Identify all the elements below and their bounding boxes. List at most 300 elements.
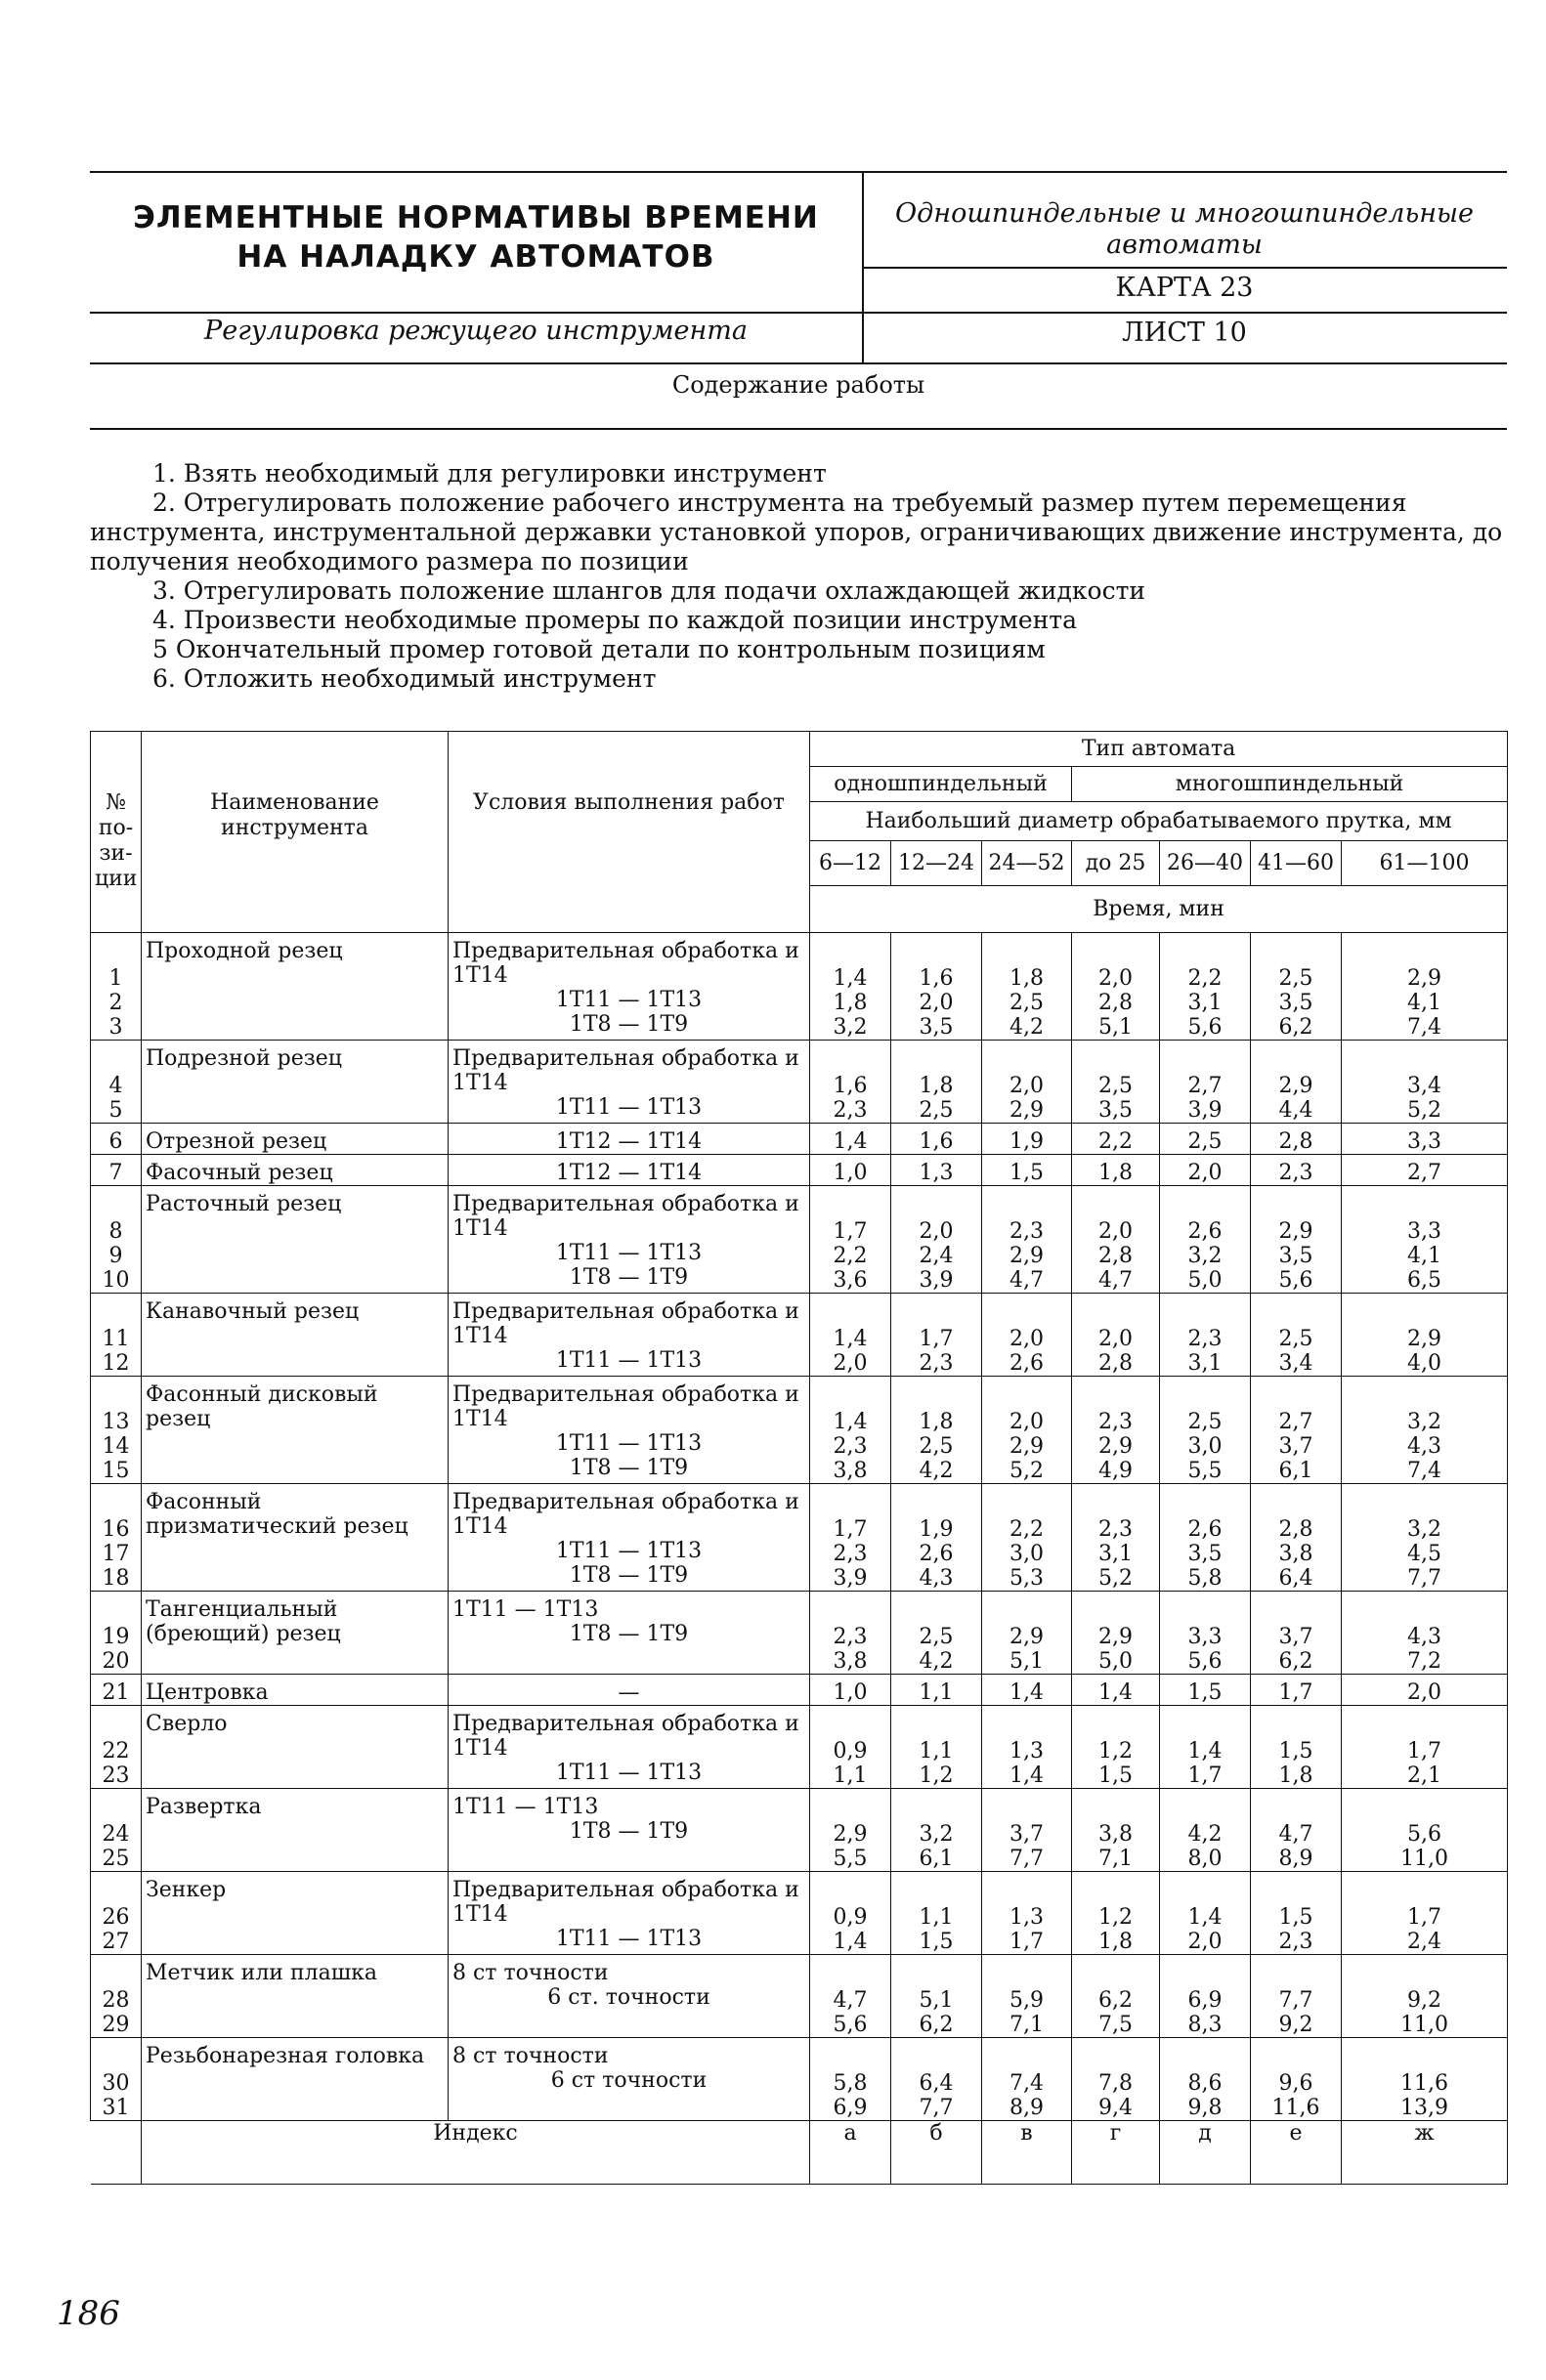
time-value: 3,0 <box>1187 1434 1223 1459</box>
card-label: КАРТА 23 <box>1115 273 1254 303</box>
range-header: 41—60 <box>1251 841 1342 886</box>
index-letter: а <box>810 2121 891 2185</box>
time-value: 9,4 <box>1098 2096 1133 2120</box>
time-value-cell <box>1251 1041 1342 1124</box>
time-value: 6,9 <box>1187 1988 1223 2013</box>
condition-text: 1Т8 — 1Т9 <box>569 1265 689 1290</box>
time-value: 4,4 <box>1278 1098 1313 1123</box>
time-value-cell <box>1251 1484 1342 1592</box>
position-number: 22 <box>102 1739 130 1764</box>
time-value-cell <box>1072 1675 1160 1706</box>
time-value: 2,0 <box>1187 1930 1223 1954</box>
time-value-cell <box>1072 1789 1160 1872</box>
time-value: 1,7 <box>1187 1764 1223 1788</box>
table-row <box>91 1592 1508 1675</box>
step-item: 3. Отрегулировать положение шлангов для подачи охлаждающей жидкости <box>152 576 1146 605</box>
position-number-cell <box>91 1294 142 1377</box>
time-value-cell <box>891 1124 982 1155</box>
time-value-cell <box>810 933 891 1041</box>
time-value-cell <box>1342 1592 1508 1675</box>
sheet-label: ЛИСТ 10 <box>1122 318 1247 348</box>
time-value: 3,7 <box>1009 1822 1044 1847</box>
time-value: 2,9 <box>1009 1098 1044 1123</box>
condition-text: 1Т11 — 1Т13 <box>555 1241 703 1265</box>
time-value: 2,3 <box>1098 1517 1133 1542</box>
time-value: 1,3 <box>1009 1739 1044 1764</box>
condition-text: 1Т12 — 1Т14 <box>555 1129 703 1154</box>
time-value-cell <box>1251 1294 1342 1377</box>
position-number: 26 <box>102 1905 130 1930</box>
time-value: 2,9 <box>1278 1074 1313 1098</box>
time-value: 2,0 <box>833 1351 868 1376</box>
time-value-cell <box>1072 1872 1160 1955</box>
time-value: 1,4 <box>1098 1680 1133 1705</box>
position-number: 16 <box>102 1517 130 1542</box>
conditions-cell <box>449 1041 810 1124</box>
condition-text: — <box>618 1680 640 1705</box>
time-value: 11,0 <box>1400 2013 1449 2037</box>
condition-text: Предварительная обработка и 1Т14 <box>452 1712 799 1761</box>
condition-text: 1Т11 — 1Т13 <box>452 1597 599 1622</box>
range-header: 26—40 <box>1160 841 1251 886</box>
time-value: 6,1 <box>919 1847 954 1871</box>
time-value-cell <box>1072 1124 1160 1155</box>
time-value-cell <box>891 1872 982 1955</box>
position-number: 19 <box>102 1625 130 1649</box>
condition-text: 1Т12 — 1Т14 <box>555 1161 703 1185</box>
time-value: 3,3 <box>1407 1129 1442 1154</box>
time-value-cell <box>1072 1294 1160 1377</box>
time-value-cell <box>1342 1706 1508 1789</box>
time-value-cell <box>1251 1955 1342 2038</box>
time-value: 7,5 <box>1098 2013 1133 2037</box>
time-value-cell <box>1342 1955 1508 2038</box>
time-value: 1,4 <box>833 1129 868 1154</box>
position-number: 12 <box>102 1351 130 1376</box>
header-title <box>90 198 862 276</box>
time-value-cell <box>982 1186 1072 1294</box>
time-value-cell <box>1251 933 1342 1041</box>
steps-list <box>90 459 1507 694</box>
time-value: 1,5 <box>1278 1739 1313 1764</box>
time-value: 3,3 <box>1187 1625 1223 1649</box>
time-value: 1,5 <box>1187 1680 1223 1705</box>
time-value-cell <box>1072 1706 1160 1789</box>
table-row <box>91 1484 1508 1592</box>
position-number: 13 <box>102 1410 130 1434</box>
time-value: 2,3 <box>1098 1410 1133 1434</box>
position-number: 7 <box>108 1161 123 1185</box>
time-value: 1,0 <box>833 1161 868 1185</box>
time-value-cell <box>810 1955 891 2038</box>
position-number-cell <box>91 1706 142 1789</box>
time-value: 1,4 <box>833 1930 868 1954</box>
time-value: 1,5 <box>1278 1905 1313 1930</box>
time-value: 3,4 <box>1407 1074 1442 1098</box>
time-value-cell <box>982 1675 1072 1706</box>
time-value: 5,2 <box>1407 1098 1442 1123</box>
condition-text: Предварительная обработка и 1Т14 <box>452 1878 799 1927</box>
header-title-line1: ЭЛЕМЕНТНЫЕ НОРМАТИВЫ ВРЕМЕНИ <box>133 200 819 235</box>
time-value: 2,5 <box>1187 1410 1223 1434</box>
time-value: 3,5 <box>1187 1542 1223 1566</box>
header-subtitle: Регулировка режущего инструмента <box>204 316 748 346</box>
index-row <box>91 2121 1508 2185</box>
time-value: 2,5 <box>1278 966 1313 991</box>
position-number: 18 <box>102 1566 130 1591</box>
time-value: 7,2 <box>1407 1649 1442 1674</box>
time-value: 5,2 <box>1098 1566 1133 1591</box>
index-letter: е <box>1251 2121 1342 2185</box>
time-value: 2,3 <box>1278 1161 1313 1185</box>
time-value: 1,7 <box>1407 1905 1442 1930</box>
tool-name: Фасонный дисковый резец <box>142 1377 449 1484</box>
position-number: 24 <box>102 1822 130 1847</box>
time-value-cell <box>1251 1789 1342 1872</box>
time-value: 1,6 <box>919 966 954 991</box>
time-value: 2,8 <box>1278 1517 1313 1542</box>
condition-text: Предварительная обработка и 1Т14 <box>452 1382 799 1431</box>
time-value: 7,7 <box>1407 1566 1442 1591</box>
conditions-cell <box>449 1592 810 1675</box>
time-value-cell <box>1342 1041 1508 1124</box>
index-letter: д <box>1160 2121 1251 2185</box>
time-value: 1,4 <box>1187 1739 1223 1764</box>
step-item: 6. Отложить необходимый инструмент <box>152 664 657 693</box>
time-value-cell <box>1160 1789 1251 1872</box>
time-value: 7,7 <box>919 2096 954 2120</box>
col-num-header: № по- зи- ции <box>91 732 142 933</box>
time-value: 1,4 <box>1009 1764 1044 1788</box>
time-value: 2,2 <box>1187 966 1223 991</box>
time-value: 3,2 <box>1187 1244 1223 1268</box>
conditions-cell <box>449 1124 810 1155</box>
time-value-cell <box>1342 1186 1508 1294</box>
conditions-cell <box>449 933 810 1041</box>
header-right-title <box>862 198 1507 261</box>
time-value: 2,9 <box>1407 966 1442 991</box>
time-value: 9,6 <box>1278 2071 1313 2096</box>
range-header: до 25 <box>1072 841 1160 886</box>
time-value: 1,8 <box>833 991 868 1015</box>
position-number-cell <box>91 1675 142 1706</box>
time-value-cell <box>891 1155 982 1186</box>
conditions-cell <box>449 1294 810 1377</box>
time-value: 1,5 <box>919 1930 954 1954</box>
conditions-cell <box>449 1955 810 2038</box>
time-value-cell <box>982 1872 1072 1955</box>
col-cond-header: Условия выполнения работ <box>449 732 810 933</box>
tool-name: Канавочный резец <box>142 1294 449 1377</box>
time-value: 2,1 <box>1407 1764 1442 1788</box>
time-value: 6,2 <box>1098 1988 1133 2013</box>
time-value: 2,0 <box>1187 1161 1223 1185</box>
time-value: 11,6 <box>1271 2096 1320 2120</box>
time-value: 4,7 <box>1098 1268 1133 1293</box>
time-value-cell <box>891 933 982 1041</box>
time-value: 4,7 <box>1278 1822 1313 1847</box>
time-value: 2,6 <box>1187 1219 1223 1244</box>
time-value-cell <box>1160 1155 1251 1186</box>
time-value-cell <box>1072 2038 1160 2121</box>
time-value: 1,6 <box>919 1129 954 1154</box>
position-number: 15 <box>102 1459 130 1483</box>
time-value: 0,9 <box>833 1905 868 1930</box>
conditions-cell <box>449 1789 810 1872</box>
time-value: 7,1 <box>1009 2013 1044 2037</box>
position-number: 31 <box>102 2096 130 2120</box>
condition-text: 6 ст точности <box>550 2068 708 2093</box>
time-norms-table <box>90 731 1508 2185</box>
index-spacer <box>91 2121 142 2185</box>
time-value: 2,0 <box>1009 1410 1044 1434</box>
time-value-cell <box>891 1377 982 1484</box>
time-value-cell <box>982 1041 1072 1124</box>
time-value: 7,7 <box>1278 1988 1313 2013</box>
time-value: 4,3 <box>1407 1625 1442 1649</box>
condition-text: 8 ст точности <box>452 2044 609 2068</box>
time-value-cell <box>982 1955 1072 2038</box>
time-value: 2,5 <box>919 1434 954 1459</box>
time-value-cell <box>982 933 1072 1041</box>
time-value-cell <box>982 1377 1072 1484</box>
time-value: 4,5 <box>1407 1542 1442 1566</box>
position-number: 6 <box>108 1129 123 1154</box>
multi-spindle-header: многошпиндельный <box>1072 767 1508 802</box>
time-value: 4,1 <box>1407 1244 1442 1268</box>
time-value: 1,8 <box>1009 966 1044 991</box>
tool-name: Тангенциальный (бреющий) резец <box>142 1592 449 1675</box>
time-value: 3,5 <box>1098 1098 1133 1123</box>
table-row <box>91 1294 1508 1377</box>
time-value-cell <box>810 1294 891 1377</box>
time-value: 3,4 <box>1278 1351 1313 1376</box>
position-number: 30 <box>102 2071 130 2096</box>
time-value: 5,6 <box>1187 1649 1223 1674</box>
table-row <box>91 1675 1508 1706</box>
time-value: 7,7 <box>1009 1847 1044 1871</box>
page-number: 186 <box>57 2294 120 2333</box>
tool-name: Подрезной резец <box>142 1041 449 1124</box>
time-value: 4,2 <box>1187 1822 1223 1847</box>
position-number: 14 <box>102 1434 130 1459</box>
time-value: 2,2 <box>1009 1517 1044 1542</box>
time-value: 1,2 <box>1098 1905 1133 1930</box>
time-value-cell <box>1251 2038 1342 2121</box>
time-value: 2,7 <box>1407 1161 1442 1185</box>
time-value-cell <box>1072 1377 1160 1484</box>
time-value-cell <box>810 1706 891 1789</box>
time-value: 2,8 <box>1098 1244 1133 1268</box>
time-value-cell <box>1072 933 1160 1041</box>
time-value: 1,9 <box>1009 1129 1044 1154</box>
position-number-cell <box>91 1041 142 1124</box>
step-item: 2. Отрегулировать положение рабочего инструмента на требуемый размер путем перемещения инструмента, инструментальной державки установкой упоров, ограничивающих движение инструмента, до получения необходимого размера по позиции <box>90 489 1503 575</box>
position-number-cell <box>91 1484 142 1592</box>
time-value: 2,5 <box>1187 1129 1223 1154</box>
time-value-cell <box>1160 1041 1251 1124</box>
time-value: 6,2 <box>919 2013 954 2037</box>
time-value: 2,3 <box>833 1098 868 1123</box>
index-letter: ж <box>1342 2121 1508 2185</box>
time-value: 11,0 <box>1400 1847 1449 1871</box>
time-value-cell <box>810 1592 891 1675</box>
time-value: 3,8 <box>833 1649 868 1674</box>
time-value: 7,4 <box>1407 1015 1442 1040</box>
condition-text: 1Т8 — 1Т9 <box>569 1456 689 1480</box>
time-value: 5,8 <box>833 2071 868 2096</box>
time-value: 1,2 <box>919 1764 954 1788</box>
time-value-cell <box>982 1294 1072 1377</box>
time-value: 3,6 <box>833 1268 868 1293</box>
diameter-header: Наибольший диаметр обрабатываемого прутка, мм <box>810 802 1508 841</box>
condition-text: Предварительная обработка и 1Т14 <box>452 1192 799 1241</box>
time-value-cell <box>1160 2038 1251 2121</box>
time-value: 1,1 <box>919 1680 954 1705</box>
time-value: 1,7 <box>919 1327 954 1351</box>
table-row <box>91 1155 1508 1186</box>
table-row <box>91 1789 1508 1872</box>
time-value: 2,4 <box>1407 1930 1442 1954</box>
time-value-cell <box>1160 1955 1251 2038</box>
content-title: Содержание работы <box>671 371 925 399</box>
time-value-cell <box>810 1186 891 1294</box>
time-value-cell <box>1160 1124 1251 1155</box>
time-value-cell <box>1342 2038 1508 2121</box>
time-value: 1,8 <box>919 1074 954 1098</box>
time-value: 2,6 <box>919 1542 954 1566</box>
time-value: 3,9 <box>833 1566 868 1591</box>
position-number-cell <box>91 2038 142 2121</box>
range-header: 12—24 <box>891 841 982 886</box>
time-value-cell <box>891 2038 982 2121</box>
time-value: 1,4 <box>1009 1680 1044 1705</box>
conditions-cell <box>449 1155 810 1186</box>
position-number-cell <box>91 1186 142 1294</box>
time-value: 2,9 <box>1098 1434 1133 1459</box>
time-value-cell <box>982 1706 1072 1789</box>
table-row <box>91 1186 1508 1294</box>
time-value: 3,0 <box>1009 1542 1044 1566</box>
time-value: 3,7 <box>1278 1434 1313 1459</box>
table-row <box>91 1124 1508 1155</box>
time-value: 1,4 <box>833 966 868 991</box>
tool-name: Метчик или плашка <box>142 1955 449 2038</box>
time-value: 2,2 <box>833 1244 868 1268</box>
time-value-cell <box>1160 1484 1251 1592</box>
time-value: 1,5 <box>1098 1764 1133 1788</box>
position-number-cell <box>91 1592 142 1675</box>
time-value: 3,3 <box>1407 1219 1442 1244</box>
time-value: 0,9 <box>833 1739 868 1764</box>
time-value: 5,0 <box>1187 1268 1223 1293</box>
time-value: 8,6 <box>1187 2071 1223 2096</box>
condition-text: 1Т11 — 1Т13 <box>555 1761 703 1785</box>
tool-name: Расточный резец <box>142 1186 449 1294</box>
time-value: 1,8 <box>919 1410 954 1434</box>
time-value-cell <box>1160 1872 1251 1955</box>
time-value: 2,9 <box>1278 1219 1313 1244</box>
range-header: 24—52 <box>982 841 1072 886</box>
condition-text: Предварительная обработка и 1Т14 <box>452 1299 799 1348</box>
time-value: 1,1 <box>919 1905 954 1930</box>
step-item: 1. Взять необходимый для регулировки инструмент <box>152 459 827 488</box>
position-number-cell <box>91 1124 142 1155</box>
conditions-cell <box>449 1484 810 1592</box>
time-value: 9,2 <box>1407 1988 1442 2013</box>
time-value: 1,7 <box>1278 1680 1313 1705</box>
time-value-cell <box>810 1377 891 1484</box>
time-value: 4,1 <box>1407 991 1442 1015</box>
conditions-cell <box>449 2038 810 2121</box>
time-value: 5,5 <box>833 1847 868 1871</box>
time-value-cell <box>1251 1592 1342 1675</box>
time-value: 2,0 <box>1098 1327 1133 1351</box>
step-item: 4. Произвести необходимые промеры по каждой позиции инструмента <box>152 606 1078 634</box>
time-value-cell <box>1342 1789 1508 1872</box>
time-value: 2,8 <box>1278 1129 1313 1154</box>
time-value-cell <box>891 1041 982 1124</box>
position-number-cell <box>91 1377 142 1484</box>
time-value: 2,3 <box>833 1625 868 1649</box>
time-value: 2,0 <box>919 991 954 1015</box>
position-number: 21 <box>102 1680 130 1705</box>
time-value: 5,9 <box>1009 1988 1044 2013</box>
time-value-cell <box>1342 1675 1508 1706</box>
time-value: 2,4 <box>919 1244 954 1268</box>
condition-text: 1Т8 — 1Т9 <box>569 1563 689 1588</box>
time-value: 2,0 <box>1009 1327 1044 1351</box>
time-value: 2,3 <box>1187 1327 1223 1351</box>
position-number: 4 <box>108 1074 123 1098</box>
time-value: 1,6 <box>833 1074 868 1098</box>
time-value: 3,1 <box>1187 991 1223 1015</box>
time-value: 3,2 <box>1407 1410 1442 1434</box>
tool-name: Фасочный резец <box>142 1155 449 1186</box>
conditions-cell <box>449 1377 810 1484</box>
time-value: 8,0 <box>1187 1847 1223 1871</box>
header-right-line2: автоматы <box>1106 230 1263 260</box>
time-value: 7,4 <box>1407 1459 1442 1483</box>
condition-text: 1Т8 — 1Т9 <box>569 1622 689 1646</box>
conditions-cell <box>449 1186 810 1294</box>
time-value: 2,9 <box>1009 1434 1044 1459</box>
time-value-cell <box>1251 1155 1342 1186</box>
time-value: 5,2 <box>1009 1459 1044 1483</box>
time-value: 1,7 <box>1407 1739 1442 1764</box>
time-header: Время, мин <box>810 886 1508 933</box>
time-value-cell <box>982 2038 1072 2121</box>
condition-text: 8 ст точности <box>452 1961 609 1985</box>
time-value-cell <box>1072 1592 1160 1675</box>
time-value: 5,6 <box>1278 1268 1313 1293</box>
time-value: 8,9 <box>1278 1847 1313 1871</box>
time-value-cell <box>1072 1186 1160 1294</box>
position-number-cell <box>91 1789 142 1872</box>
time-value: 4,7 <box>833 1988 868 2013</box>
time-value-cell <box>891 1186 982 1294</box>
time-value: 2,3 <box>1009 1219 1044 1244</box>
condition-text: Предварительная обработка и 1Т14 <box>452 939 799 988</box>
time-value: 2,6 <box>1187 1517 1223 1542</box>
time-value-cell <box>810 1675 891 1706</box>
time-value: 2,3 <box>1278 1930 1313 1954</box>
time-value: 6,5 <box>1407 1268 1442 1293</box>
condition-text: 1Т11 — 1Т13 <box>555 1095 703 1120</box>
position-number-cell <box>91 933 142 1041</box>
time-value: 3,2 <box>833 1015 868 1040</box>
time-value: 1,8 <box>1098 1930 1133 1954</box>
